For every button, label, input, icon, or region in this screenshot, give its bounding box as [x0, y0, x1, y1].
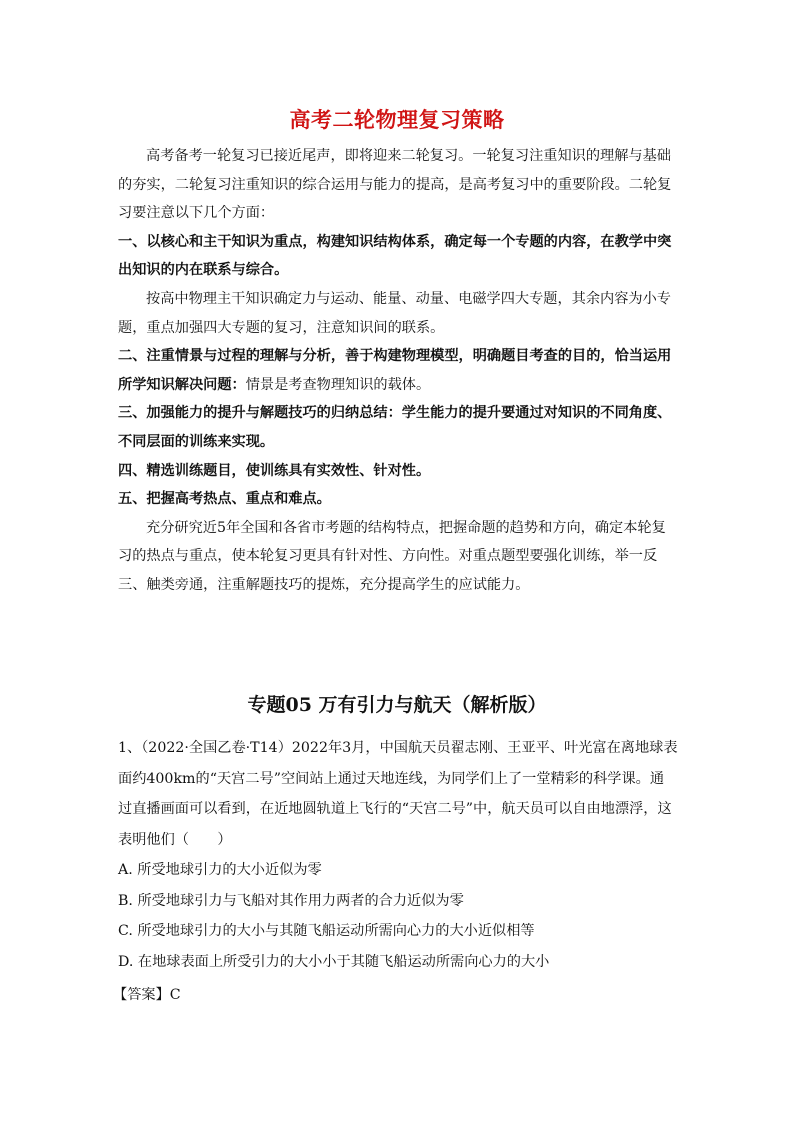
point-5-body: 充分研究近5年全国和各省市考题的结构特点，把握命题的趋势和方向，确定本轮复习的热点与重点，使本轮复习更具有针对性、方向性。对重点题型要强化训练，举一反三、触类旁通，注重解题技巧的提炼，充分提高学生的应试能力。	[118, 519, 666, 593]
strategy-section	[118, 142, 678, 600]
question-stem: 1、（2022·全国乙卷·T14）2022年3月，中国航天员翟志刚、王亚平、叶光富在离地球表面约400km的“天宫二号”空间站上通过天地连线，为同学们上了一堂精彩的科学课。通过直播画面可以看到，在近地圆轨道上飞行的“天宫二号”中，航天员可以自由地漂浮，这表明他们（ ）	[118, 740, 678, 848]
option-a: A. 所受地球引力的大小近似为零	[118, 862, 322, 878]
option-b: B. 所受地球引力与飞船对其作用力两者的合力近似为零	[118, 892, 464, 909]
point-5-heading: 五、把握高考热点、重点和难点。	[118, 491, 331, 508]
point-2-heading	[118, 342, 678, 399]
question-1	[118, 733, 678, 977]
point-1-body: 按高中物理主干知识确定力与运动、能量、动量、电磁学四大专题，其余内容为小专题，重点加强四大专题的复习，注意知识间的联系。	[118, 290, 671, 336]
section-title: 专题05 万有引力与航天（解析版）	[247, 694, 547, 716]
point-2-heading-text: 二、注重情景与过程的理解与分析，善于构建物理模型，明确题目考查的目的，恰当运用所学知识解决问题：	[118, 348, 672, 393]
document-title: 高考二轮物理复习策略	[289, 108, 505, 132]
point-1-heading: 一、以核心和主干知识为重点，构建知识结构体系，确定每一个专题的内容，在教学中突出知识的内在联系与综合。	[118, 233, 672, 279]
intro-paragraph: 高考备考一轮复习已接近尾声，即将迎来二轮复习。一轮复习注重知识的理解与基础的夯实，二轮复习注重知识的综合运用与能力的提高，是高考复习中的重要阶段。二轮复习要注意以下几个方面：	[118, 148, 672, 222]
point-3-heading: 三、加强能力的提升与解题技巧的归纳总结：学生能力的提升要通过对知识的不同角度、不同层面的训练来实现。	[118, 405, 672, 450]
option-d: D. 在地球表面上所受引力的大小小于其随飞船运动所需向心力的大小	[118, 953, 550, 970]
option-c: C. 所受地球引力的大小与其随飞船运动所需向心力的大小近似相等	[118, 923, 535, 939]
answer-label: 【答案】C	[113, 987, 181, 1003]
point-2-plain-text: 情景是考查物理知识的载体。	[245, 376, 431, 393]
point-4-heading: 四、精选训练题目，使训练具有实效性、针对性。	[118, 462, 431, 479]
